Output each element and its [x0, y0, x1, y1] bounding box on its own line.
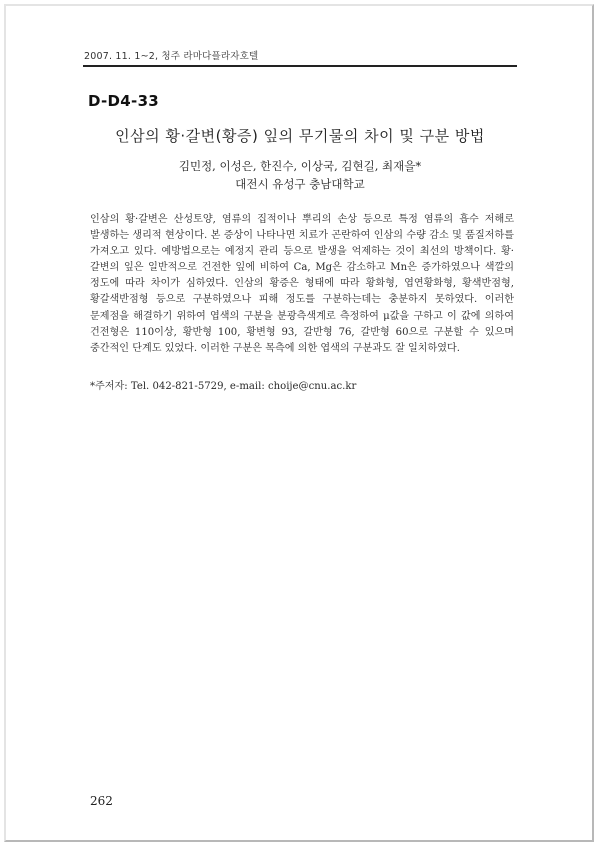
paper-code: D-D4-33 — [88, 92, 160, 110]
page-number: 262 — [90, 794, 113, 808]
corresponding-author-contact: *주저자: Tel. 042-821-5729, e-mail: choije@cnu.ac.kr — [90, 381, 357, 392]
running-header: 2007. 11. 1~2, 청주 라마다플라자호텔 — [84, 51, 259, 62]
affiliation: 대전시 유성구 충남대학교 — [235, 177, 365, 191]
paper-title: 인삼의 황·갈변(황증) 잎의 무기물의 차이 및 구분 방법 — [115, 127, 485, 145]
header-rule — [83, 65, 517, 67]
abstract-paragraph: 인삼의 황·갈변은 산성토양, 염류의 집적이나 뿌리의 손상 등으로 특정 염류의 흡수 저해로 발생하는 생리적 현상이다. 본 증상이 나타나면 치료가 곤란하여 인삼의 수량 감소 및 품질저하를 가져오고 있다. 예방법으로는 예정지 관리 등으로 발생을 억제하는 것이 최선의 방책이다. 황·갈변의 잎은 일반적으로 건전한 잎에 비하여 Ca, Mg은 감소하고 Mn은 증가하였으나 색깔의 정도에 따라 차이가 심하였다. 인삼의 황증은 형태에 따라 황화형, 엽연황화형, 황색반점형, 황갈색반점형 등으로 구분하였으나 피해 정도를 구분하는데는 충분하지 못하였다. 이러한 문제점을 해결하기 위하여 엽색의 구분을 분광측색계로 측정하여 μ값을 구하고 이 값에 의하여 건전형은 110이상, 황반형 100, 황변형 93, 갈반형 76, 갈반형 60으로 구분할 수 있으며 중간적인 단계도 있었다. 이러한 구분은 목측에 의한 엽색의 구분과도 잘 일치하였다. — [90, 214, 514, 354]
author-list: 김민정, 이성은, 한진수, 이상국, 김현길, 최재을* — [178, 159, 422, 173]
abstract-body — [90, 212, 514, 357]
